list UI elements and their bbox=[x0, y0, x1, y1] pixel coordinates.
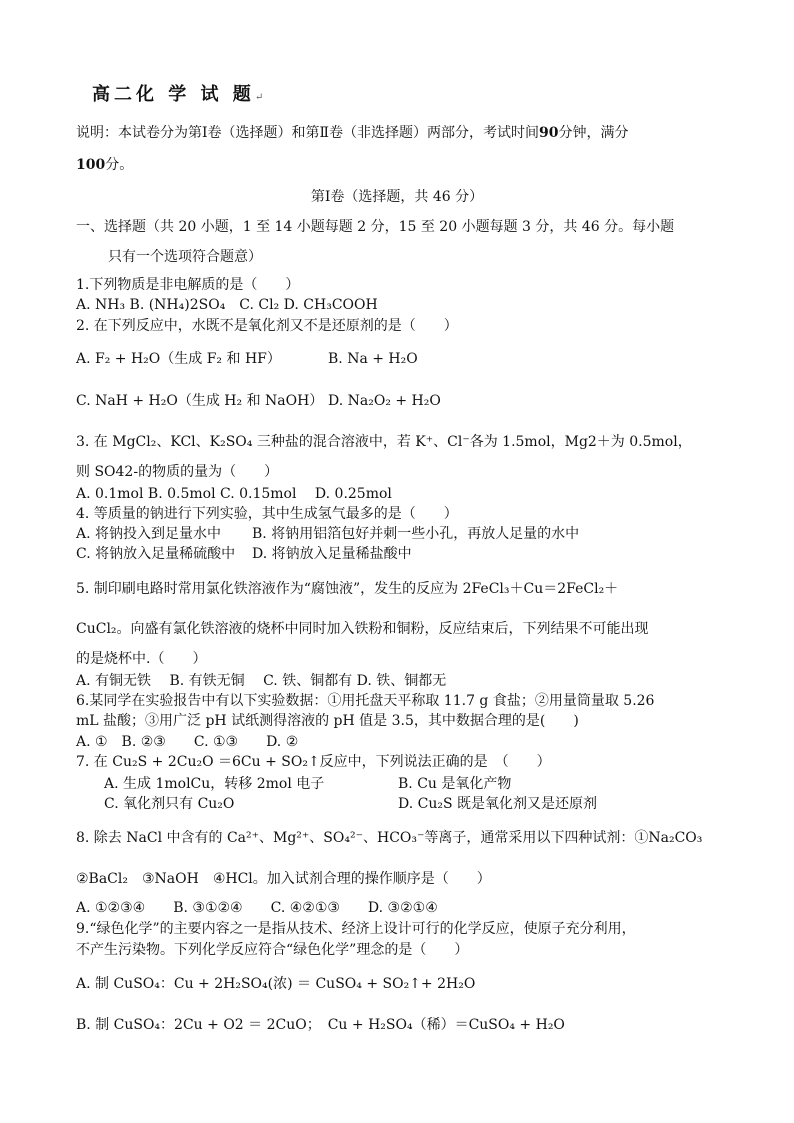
q1-stem: 1.下列物质是非电解质的是（ ） bbox=[76, 277, 300, 293]
q3-stem-2: 则 SO42-的物质的量为（ ） bbox=[76, 464, 279, 480]
q6-options: A. ① B. ②③ C. ①③ D. ② bbox=[76, 734, 299, 750]
q3-stem-1: 3. 在 MgCl₂、KCl、K₂SO₄ 三种盐的混合溶液中，若 K⁺、Cl⁻各为 1.5mol，Mg2＋为 0.5mol， bbox=[76, 434, 692, 450]
q1-options: A. NH₃ B. (NH₄)2SO₄ C. Cl₂ D. CH₃COOH bbox=[76, 297, 378, 313]
q4-stem: 4. 等质量的钠进行下列实验，其中生成氢气最多的是（ ） bbox=[76, 506, 458, 522]
q2-options-ab: A. F₂ + H₂O（生成 F₂ 和 HF） B. Na + H₂O bbox=[76, 351, 418, 367]
q2-options-cd: C. NaH + H₂O（生成 H₂ 和 NaOH） D. Na₂O₂ + H₂O bbox=[76, 393, 441, 409]
q5-stem-2: CuCl₂。向盛有氯化铁溶液的烧杯中同时加入铁粉和铜粉，反应结束后，下列结果不可能出现 bbox=[76, 621, 649, 637]
intro-line-1: 说明：本试卷分为第Ⅰ卷（选择题）和第Ⅱ卷（非选择题）两部分，考试时间90分钟，满分 bbox=[76, 125, 629, 141]
return-mark: ↵ bbox=[254, 92, 264, 103]
q8-options: A. ①②③④ B. ③①②④ C. ④②①③ D. ③②①④ bbox=[76, 900, 438, 916]
q2-stem: 2. 在下列反应中，水既不是氧化剂又不是还原剂的是（ ） bbox=[76, 318, 458, 334]
q8-stem-1: 8. 除去 NaCl 中含有的 Ca²⁺、Mg²⁺、SO₄²⁻、HCO₃⁻等离子，通常采用以下四种试剂：①Na₂CO₃ bbox=[76, 830, 703, 846]
q5-stem-3: 的是烧杯中.（ ） bbox=[76, 651, 207, 667]
q4-options-cd: C. 将钠放入足量稀硫酸中 D. 将钠放入足量稀盐酸中 bbox=[76, 546, 412, 562]
q5-options: A. 有铜无铁 B. 有铁无铜 C. 铁、铜都有 D. 铁、铜都无 bbox=[76, 673, 447, 689]
q8-stem-2: ②BaCl₂ ③NaOH ④HCl。加入试剂合理的操作顺序是（ ） bbox=[76, 871, 491, 887]
q6-stem-1: 6.某同学在实验报告中有以下实验数据：①用托盘天平称取 11.7 g 食盐；②用量筒量取 5.26 bbox=[76, 693, 655, 709]
page-title: 高二化 学 试 题↵ bbox=[92, 84, 264, 105]
intro-line-2: 100分。 bbox=[76, 157, 134, 173]
instructions-line-2: 只有一个选项符合题意） bbox=[108, 249, 262, 265]
q7-options-cd: C. 氧化剂只有 Cu₂O D. Cu₂S 既是氧化剂又是还原剂 bbox=[104, 796, 598, 812]
section-heading: 第Ⅰ卷（选择题，共 46 分） bbox=[310, 189, 484, 205]
instructions-line-1: 一、选择题（共 20 小题，1 至 14 小题每题 2 分，15 至 20 小题每题 3 分，共 46 分。每小题 bbox=[76, 219, 675, 235]
q9-stem-1: 9.“绿色化学”的主要内容之一是指从技术、经济上设计可行的化学反应，使原子充分利用， bbox=[76, 921, 636, 937]
q7-stem: 7. 在 Cu₂S + 2Cu₂O ＝6Cu + SO₂↑反应中，下列说法正确的是 （ ） bbox=[76, 754, 551, 770]
q9-option-b: B. 制 CuSO₄：2Cu + O2 ＝ 2CuO； Cu + H₂SO₄（稀）＝CuSO₄ + H₂O bbox=[76, 1017, 565, 1033]
q3-options: A. 0.1mol B. 0.5mol C. 0.15mol D. 0.25mol bbox=[76, 486, 392, 502]
q9-option-a: A. 制 CuSO₄：Cu + 2H₂SO₄(浓) ＝ CuSO₄ + SO₂↑+ 2H₂O bbox=[76, 976, 476, 992]
q5-stem-1: 5. 制印刷电路时常用氯化铁溶液作为“腐蚀液”，发生的反应为 2FeCl₃＋Cu＝2FeCl₂＋ bbox=[76, 581, 619, 597]
q4-options-ab: A. 将钠投入到足量水中 B. 将钠用铝箔包好并刺一些小孔，再放人足量的水中 bbox=[76, 526, 580, 542]
q9-stem-2: 不产生污染物。下列化学反应符合“绿色化学”理念的是（ ） bbox=[76, 942, 469, 958]
q6-stem-2: mL 盐酸；③用广泛 pH 试纸测得溶液的 pH 值是 3.5，其中数据合理的是( ) bbox=[76, 713, 579, 729]
q7-options-ab: A. 生成 1molCu，转移 2mol 电子 B. Cu 是氧化产物 bbox=[104, 776, 512, 792]
